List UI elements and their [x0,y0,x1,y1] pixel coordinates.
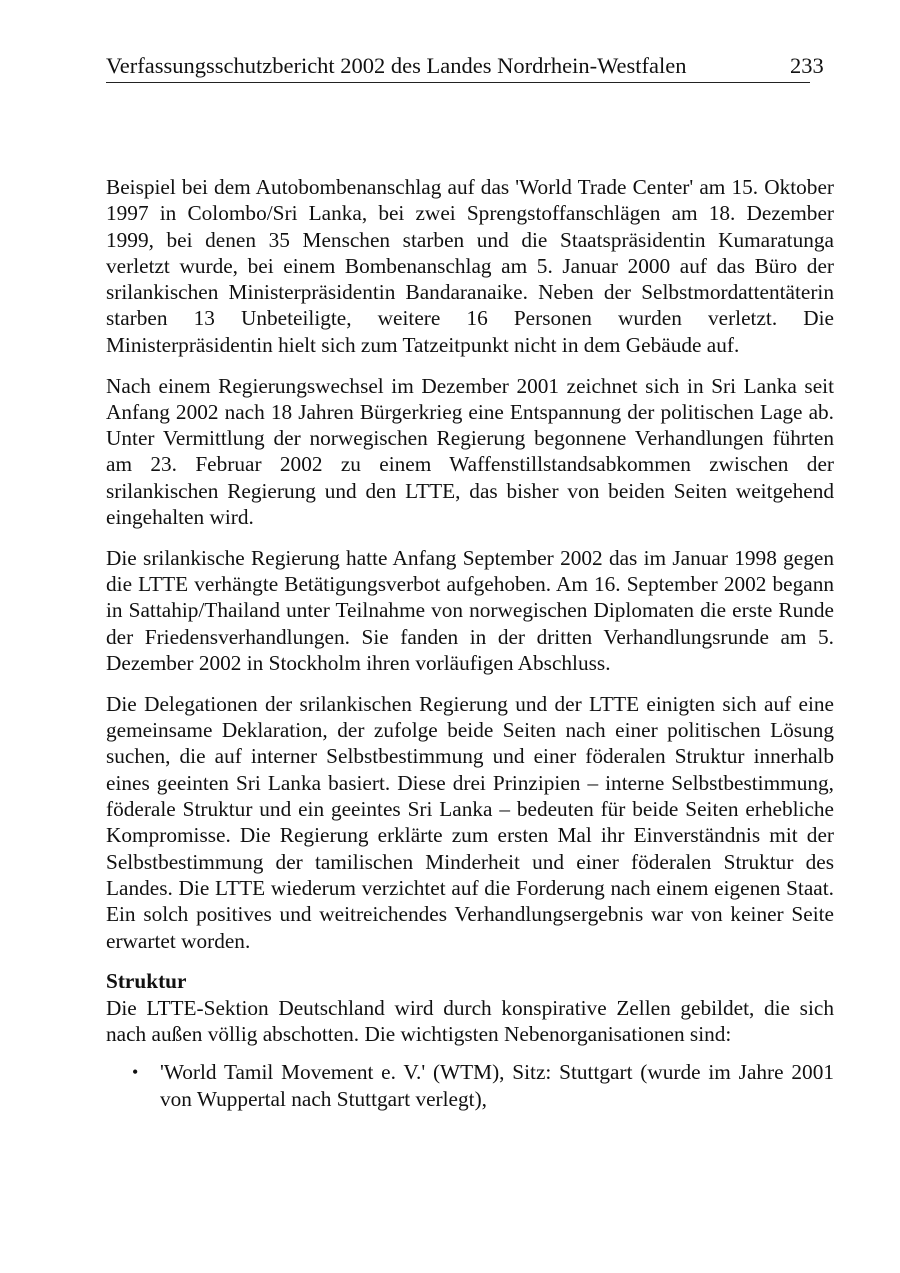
list-item [106,1059,834,1112]
paragraph-peace-talks: Die srilankische Regierung hatte Anfang September 2002 das im Januar 1998 gegen die LTTE verhängte Betätigungsverbot aufgehoben. Am 16. September 2002 begann in Sattahip/Thailand unter Teilnahme von norwegischen Diplomaten die erste Runde der Friedensverhandlungen. Sie fanden in der dritten Verhandlungsrunde am 5. Dezember 2002 in Stockholm ihren vorläufigen Abschluss. [106,545,834,676]
running-header [106,52,810,83]
body-text [106,174,834,1112]
bullet-icon: • [132,1062,139,1083]
list-item-text: 'World Tamil Movement e. V.' (WTM), Sitz: Stuttgart (wurde im Jahre 2001 von Wuppertal nach Stuttgart verlegt), [160,1060,834,1111]
paragraph-ceasefire: Nach einem Regierungswechsel im Dezember 2001 zeichnet sich in Sri Lanka seit Anfang 2002 nach 18 Jahren Bürgerkrieg eine Entspannung der politischen Lage ab. Unter Vermittlung der norwegischen Regierung begonnene Verhandlungen führten am 23. Februar 2002 zu einem Waffenstillstandsabkommen zwischen der srilankischen Regierung und den LTTE, das bisher von beiden Seiten weitgehend eingehalten wird. [106,373,834,530]
section-intro: Die LTTE-Sektion Deutschland wird durch konspirative Zellen gebildet, die sich nach außen völlig abschotten. Die wichtigsten Nebenorganisationen sind: [106,995,834,1046]
paragraph-declaration: Die Delegationen der srilankischen Regierung und der LTTE einigten sich auf eine gemeinsame Deklaration, der zufolge beide Seiten nach einer politischen Lösung suchen, die auf interner Selbstbestimmung und einer föderalen Struktur innerhalb eines geeinten Sri Lanka basiert. Diese drei Prinzipien – interne Selbstbestimmung, föderale Struktur und ein geeintes Sri Lanka – bedeuten für beide Seiten erhebliche Kompromisse. Die Regierung erklärte zum ersten Mal ihr Einverständnis mit der Selbstbestimmung der tamilischen Minderheit und einer föderalen Struktur des Landes. Die LTTE wiederum verzichtet auf die Forderung nach einem eigenen Staat. Ein solch positives und weitreichendes Verhandlungsergebnis war von keiner Seite erwartet worden. [106,691,834,953]
header-title: Verfassungsschutzbericht 2002 des Landes Nordrhein-Westfalen [106,53,687,78]
page-number: 233 [790,53,824,78]
bullet-list [106,1059,834,1112]
section-heading: Struktur [106,969,187,994]
paragraph-attacks: Beispiel bei dem Autobombenanschlag auf das 'World Trade Center' am 15. Oktober 1997 in Colombo/Sri Lanka, bei zwei Sprengstoffanschlägen am 18. Dezember 1999, bei denen 35 Menschen starben und die Staatspräsidentin Kumaratunga verletzt wurde, bei einem Bombenanschlag am 5. Januar 2000 auf das Büro der srilankischen Ministerpräsidentin Bandaranaike. Neben der Selbstmordattentäterin starben 13 Unbeteiligte, weitere 16 Personen wurden verletzt. Die Ministerpräsidentin hielt sich zum Tatzeitpunkt nicht in dem Gebäude auf. [106,175,834,357]
